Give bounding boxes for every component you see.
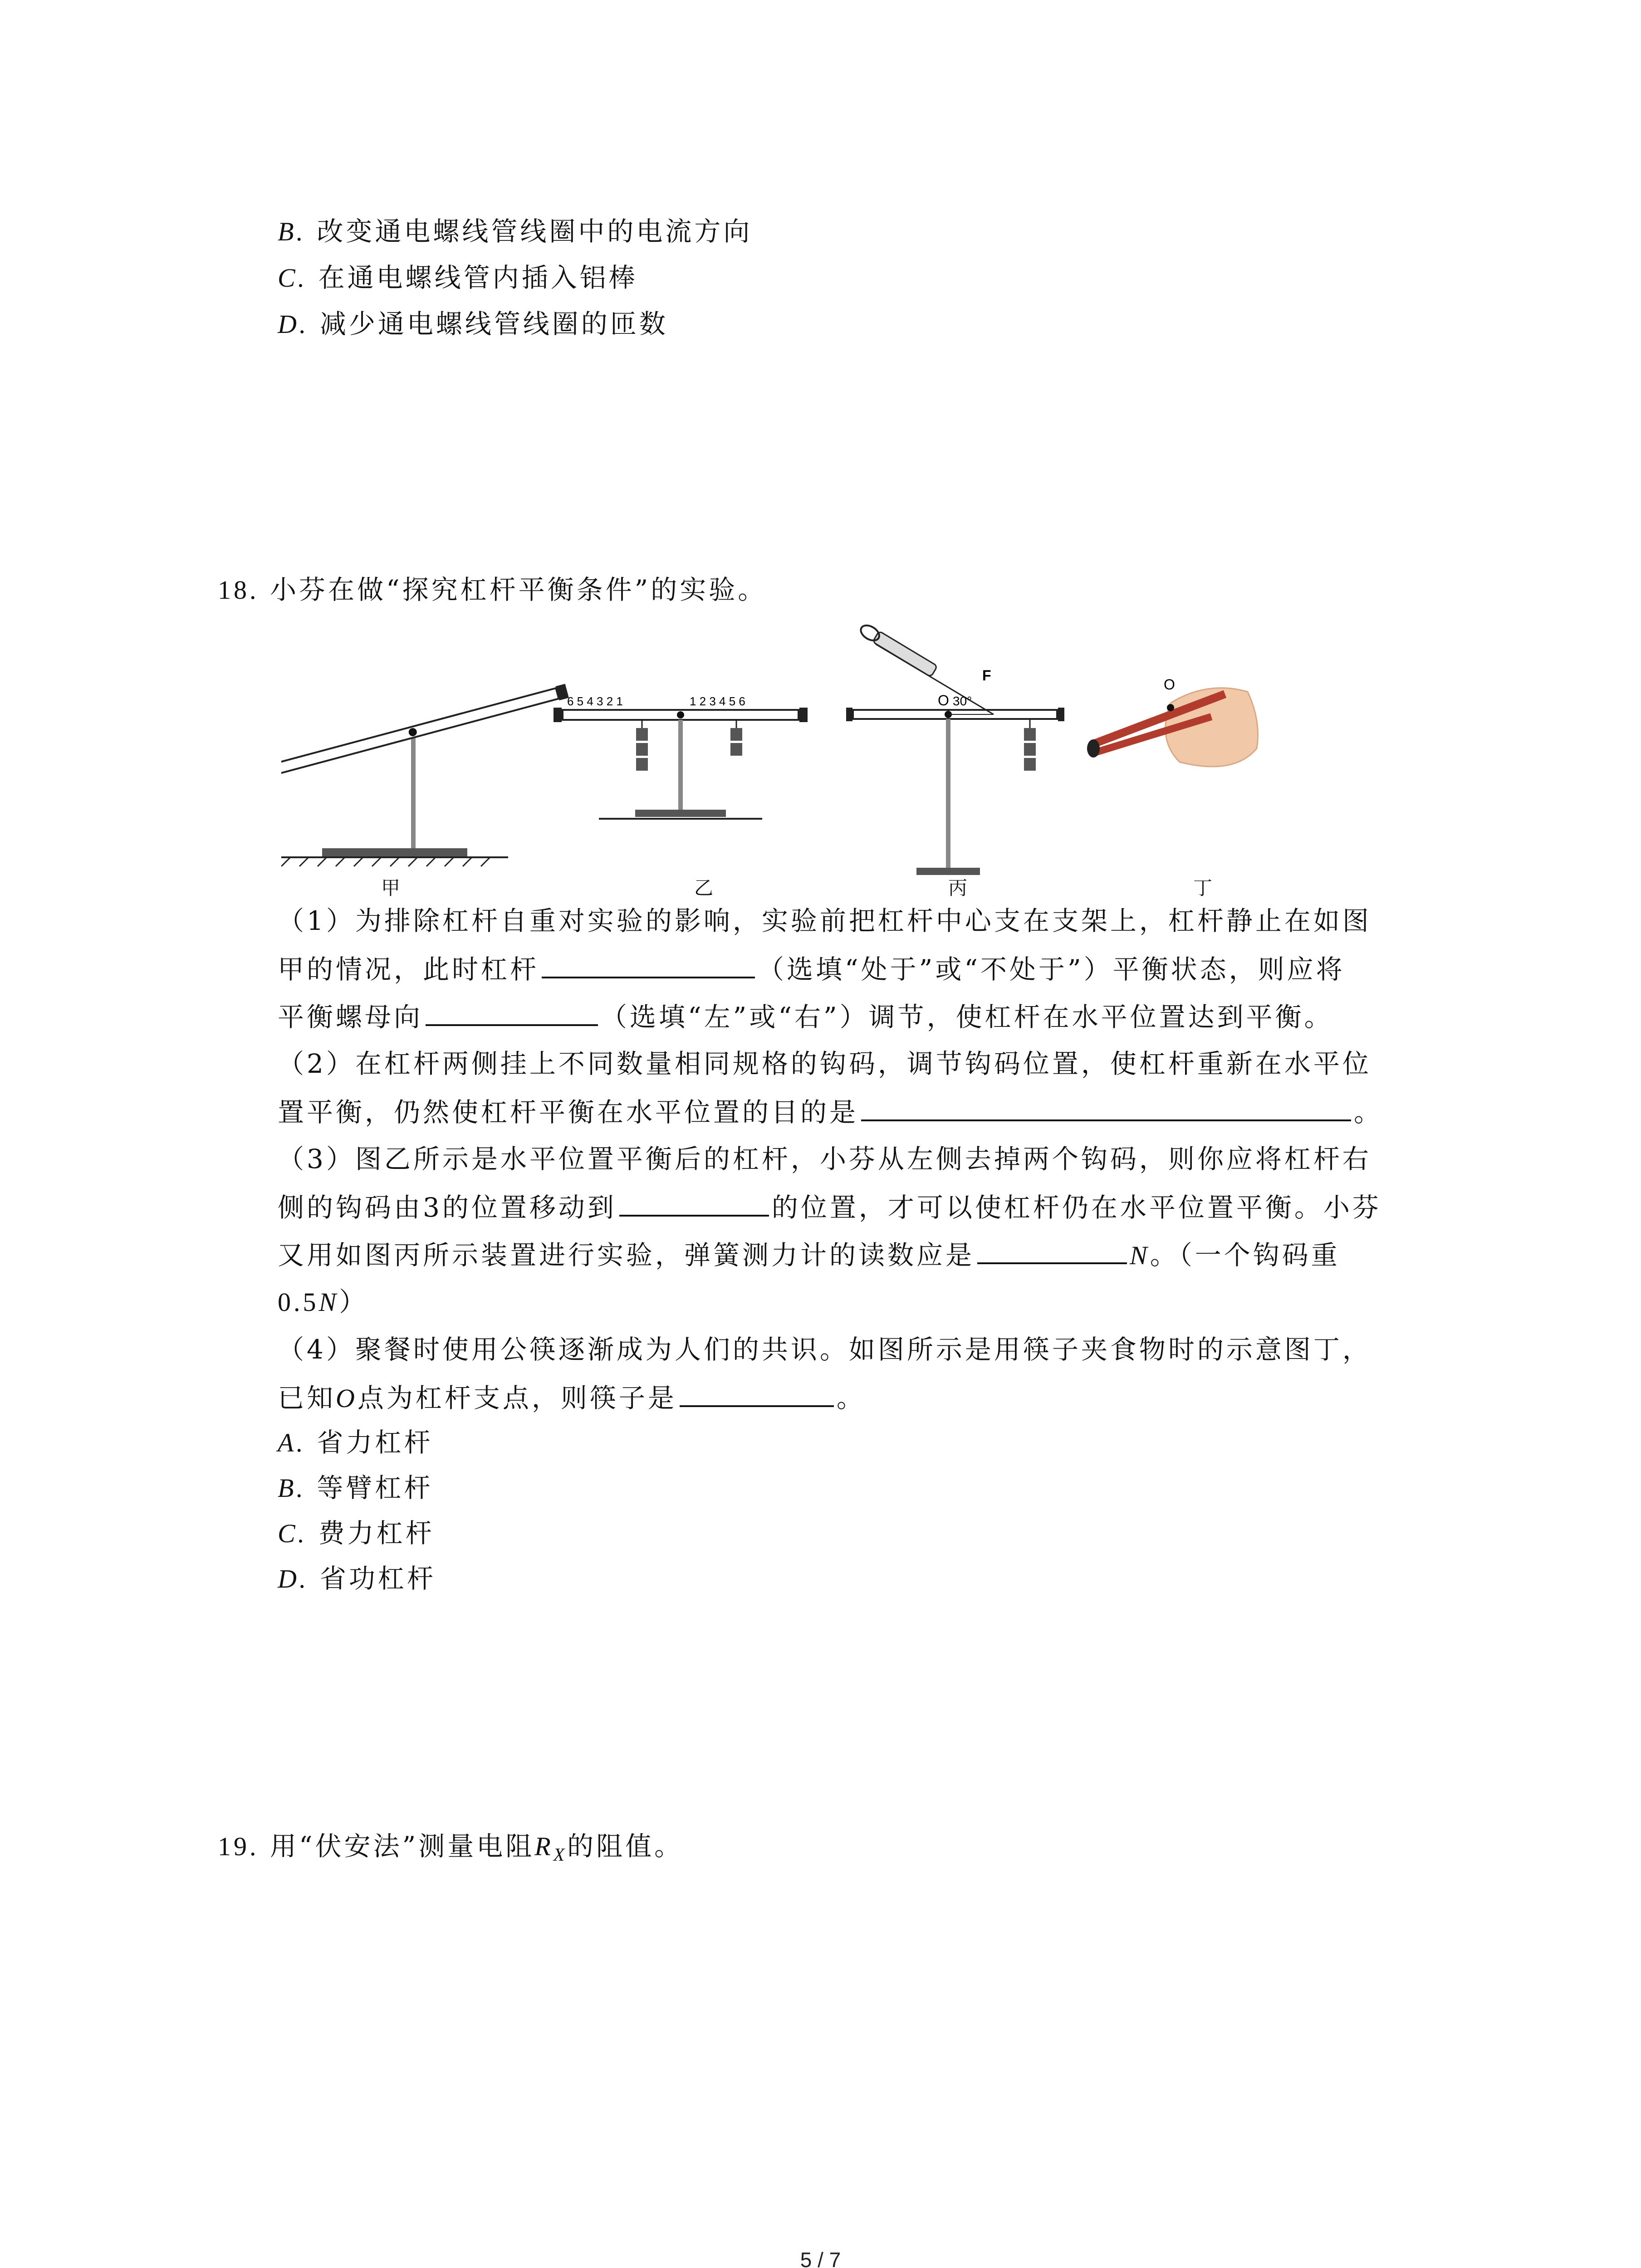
- yi-scale-right: 1 2 3 4 5 6: [690, 694, 745, 708]
- q18-option-d: D. 省功杠杆: [278, 1563, 436, 1594]
- page-number: 5 / 7: [800, 2248, 841, 2268]
- q18-part3-line2: 侧的钩码由3的位置移动到 的位置，才可以使杠杆仍在水平位置平衡。小芬: [278, 1188, 1381, 1226]
- q18-part2-line1: （2）在杠杆两侧挂上不同数量相同规格的钩码，调节钩码位置，使杠杆重新在水平位: [278, 1048, 1372, 1079]
- q18-part1-line1: （1）为排除杠杆自重对实验的影响，实验前把杠杆中心支在支架上，杠杆静止在如图: [278, 905, 1372, 936]
- caption-bing: 丙: [948, 877, 968, 899]
- answer-blank-2[interactable]: [426, 998, 598, 1026]
- q18-part4-line2: 已知O点为杠杆支点，则筷子是 。: [278, 1379, 866, 1417]
- q18-option-b: B. 等臂杠杆: [278, 1472, 433, 1503]
- ding-pivot-label: O: [1164, 676, 1175, 693]
- q18-part2-line2: 置平衡，仍然使杠杆平衡在水平位置的目的是 。: [278, 1093, 1383, 1130]
- q18-part3-line1: （3）图乙所示是水平位置平衡后的杠杆，小芬从左侧去掉两个钩码，则你应将杠杆右: [278, 1144, 1372, 1174]
- caption-jia: 甲: [381, 877, 401, 899]
- q18-part3-line4: 0.5N）: [278, 1286, 368, 1317]
- yi-scale-left: 6 5 4 3 2 1: [567, 694, 623, 708]
- q18-part3-line3: 又用如图丙所示装置进行实验，弹簧测力计的读数应是 N。（一个钩码重: [278, 1236, 1340, 1274]
- answer-blank-6[interactable]: [680, 1379, 834, 1407]
- caption-yi: 乙: [694, 877, 714, 899]
- q17-option-b: B. 改变通电螺线管线圈中的电流方向: [278, 216, 753, 247]
- figure-bing: [846, 622, 1064, 875]
- q17-option-c: C. 在通电螺线管内插入铝棒: [278, 262, 638, 293]
- q17-option-d: D. 减少通电螺线管线圈的匝数: [278, 308, 668, 339]
- q18-stem: 18. 小芬在做“探究杠杆平衡条件”的实验。: [218, 574, 767, 605]
- figure-ding: [1087, 676, 1258, 767]
- q18-part1-line2: 甲的情况，此时杠杆 （选填“处于”或“不处于”）平衡状态，则应将: [278, 950, 1345, 987]
- lever-figures: [281, 603, 1325, 912]
- bing-angle-label: 30°: [953, 694, 972, 708]
- q18-part1-line3: 平衡螺母向 （选填“左”或“右”）调节，使杠杆在水平位置达到平衡。: [278, 998, 1333, 1035]
- answer-blank-4[interactable]: [619, 1188, 769, 1217]
- answer-blank-5[interactable]: [977, 1236, 1127, 1264]
- figure-yi: [554, 694, 808, 819]
- answer-blank-3[interactable]: [861, 1093, 1351, 1121]
- bing-force-label: F: [982, 667, 991, 684]
- answer-blank-1[interactable]: [542, 950, 755, 978]
- figure-jia: [281, 684, 569, 866]
- q19-stem: 19. 用“伏安法”测量电阻$R_X$的阻值。: [218, 1831, 684, 1865]
- q18-part4-line1: （4）聚餐时使用公筷逐渐成为人们的共识。如图所示是用筷子夹食物时的示意图丁，: [278, 1334, 1372, 1365]
- bing-pivot-label: O: [938, 692, 949, 709]
- q18-option-a: A. 省力杠杆: [278, 1427, 433, 1458]
- q18-option-c: C. 费力杠杆: [278, 1518, 435, 1549]
- caption-ding: 丁: [1193, 877, 1213, 899]
